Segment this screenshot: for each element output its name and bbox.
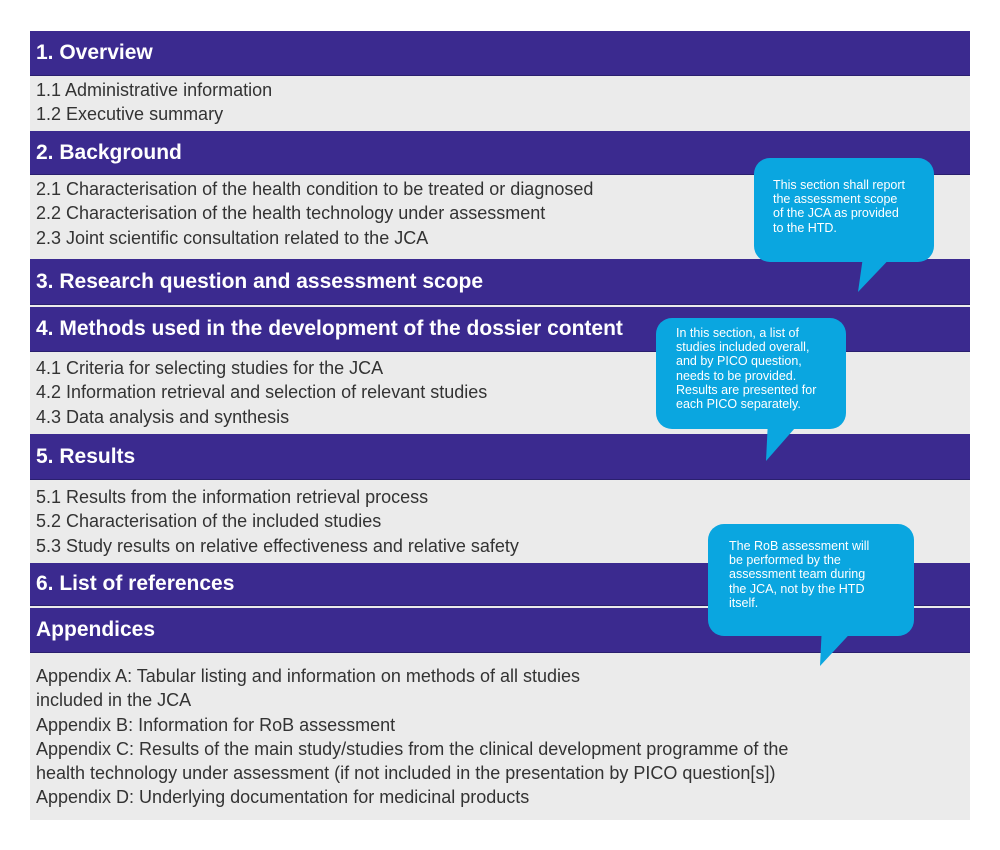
list-item: 4.2 Information retrieval and selection of relevant studies	[36, 382, 488, 403]
callout-assessment-scope	[754, 158, 934, 262]
callout-line: needs to be provided.	[676, 368, 797, 383]
section-header-overview	[30, 31, 970, 76]
list-item: Appendix B: Information for RoB assessment	[36, 714, 396, 735]
list-item: 5.2 Characterisation of the included studies	[36, 511, 382, 532]
callout-line: the JCA, not by the HTD	[729, 581, 865, 596]
list-item: 5.1 Results from the information retrieval process	[36, 487, 429, 507]
list-item: 2.2 Characterisation of the health technology under assessment	[36, 203, 546, 224]
callout-line: studies included overall,	[676, 340, 810, 355]
list-item: Appendix A: Tabular listing and information on methods of all studies	[36, 666, 580, 686]
list-item: 4.1 Criteria for selecting studies for the JCA	[36, 358, 384, 378]
section-title: 4. Methods used in the development of the dossier content	[36, 317, 623, 340]
section-title: 2. Background	[36, 140, 182, 164]
section-title: Appendices	[36, 618, 156, 641]
list-item: Appendix C: Results of the main study/studies from the clinical development programme of the	[36, 738, 789, 759]
section-title: 3. Research question and assessment scope	[36, 269, 484, 293]
callout-line: the assessment scope	[773, 192, 898, 207]
callout-line: In this section, a list of	[676, 326, 799, 340]
section-title: 1. Overview	[36, 41, 153, 64]
section-header-research-question	[30, 259, 970, 305]
callout-line: assessment team during	[729, 567, 866, 582]
callout-line: be performed by the	[729, 553, 841, 568]
callout-tail	[810, 625, 870, 670]
callout-rob-assessment	[708, 524, 914, 636]
section-title: 6. List of references	[36, 572, 235, 595]
callout-line: of the JCA as provided	[773, 206, 899, 221]
section-body-overview	[30, 76, 970, 131]
list-item: 1.1 Administrative information	[36, 80, 273, 100]
callout-line: itself.	[729, 595, 759, 610]
callout-line: to the HTD.	[773, 220, 837, 235]
list-item: 1.2 Executive summary	[36, 104, 224, 125]
callout-line: The RoB assessment will	[729, 539, 870, 553]
callout-tail	[850, 250, 910, 295]
list-item: 2.3 Joint scientific consultation related to the JCA	[36, 227, 429, 248]
list-item: Appendix D: Underlying documentation for medicinal products	[36, 787, 530, 808]
callout-tail	[756, 420, 816, 465]
list-item: health technology under assessment (if not included in the presentation by PICO question[s])	[36, 763, 776, 784]
list-item: included in the JCA	[36, 690, 192, 711]
callout-line: and by PICO question,	[676, 354, 802, 369]
callout-list-of-studies	[656, 318, 846, 429]
list-item: 5.3 Study results on relative effectiveness and relative safety	[36, 535, 519, 556]
section-body-appendices	[30, 653, 970, 820]
callout-line: each PICO separately.	[676, 397, 801, 412]
list-item: 4.3 Data analysis and synthesis	[36, 406, 290, 427]
callout-line: Results are presented for	[676, 382, 817, 397]
list-item: 2.1 Characterisation of the health condition to be treated or diagnosed	[36, 179, 594, 199]
callout-line: This section shall report	[773, 178, 906, 192]
section-header-results	[30, 434, 970, 480]
section-title: 5. Results	[36, 444, 136, 468]
